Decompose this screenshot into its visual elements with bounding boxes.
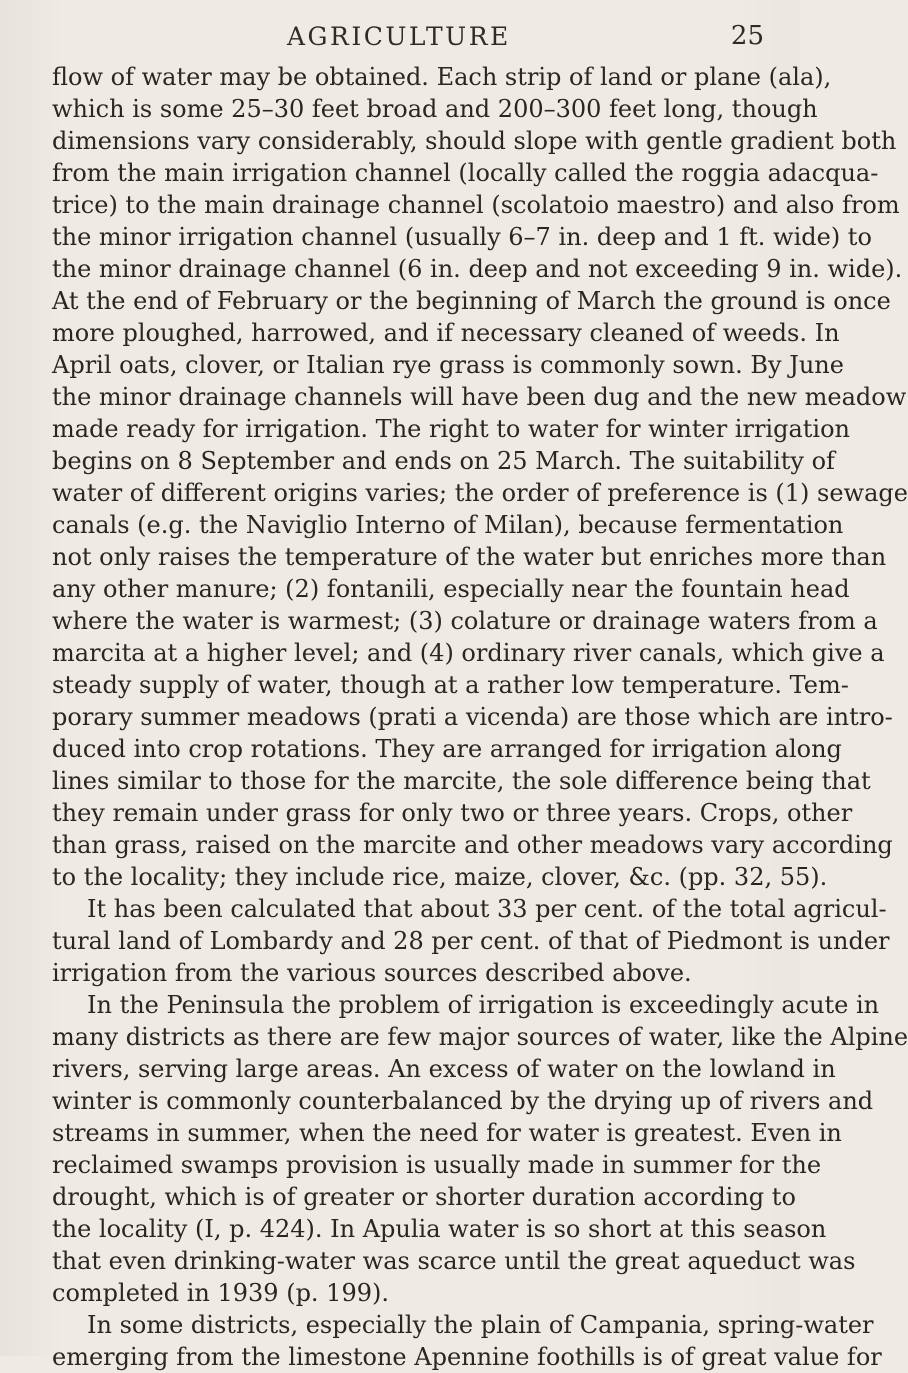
text-line: begins on 8 September and ends on 25 March. The suitability of [52, 447, 835, 475]
text-line: than grass, raised on the marcite and other meadows vary according [52, 831, 893, 859]
text-line: porary summer meadows (prati a vicenda) are those which are intro- [52, 703, 893, 731]
text-line: marcita at a higher level; and (4) ordinary river canals, which give a [52, 639, 885, 667]
text-line: flow of water may be obtained. Each strip of land or plane (ala), [52, 63, 832, 91]
running-head: AGRICULTURE [287, 21, 511, 51]
text-line: canals (e.g. the Naviglio Interno of Milan), because fermentation [52, 511, 844, 539]
text-line: they remain under grass for only two or three years. Crops, other [52, 799, 853, 827]
text-line: water of different origins varies; the order of preference is (1) sewage [52, 479, 908, 507]
body-text [52, 61, 908, 1371]
text-line: dimensions vary considerably, should slope with gentle gradient both [52, 127, 897, 155]
text-line: It has been calculated that about 33 per cent. of the total agricul- [87, 895, 887, 923]
text-line: made ready for irrigation. The right to water for winter irrigation [52, 415, 850, 443]
text-line: In the Peninsula the problem of irrigation is exceedingly acute in [87, 991, 880, 1019]
text-line: which is some 25–30 feet broad and 200–300 feet long, though [52, 95, 818, 123]
text-line: any other manure; (2) fontanili, especially near the fountain head [52, 575, 850, 603]
text-line: reclaimed swamps provision is usually made in summer for the [52, 1151, 822, 1179]
text-line: the minor drainage channel (6 in. deep and not exceeding 9 in. wide). [52, 255, 903, 283]
text-line: the minor irrigation channel (usually 6–7 in. deep and 1 ft. wide) to [52, 223, 872, 251]
text-line: duced into crop rotations. They are arranged for irrigation along [52, 735, 842, 763]
text-line: many districts as there are few major sources of water, like the Alpine [52, 1023, 908, 1051]
text-line: streams in summer, when the need for water is greatest. Even in [52, 1119, 842, 1147]
text-line: steady supply of water, though at a rather low temperature. Tem- [52, 671, 849, 699]
text-line: tural land of Lombardy and 28 per cent. of that of Piedmont is under [52, 927, 890, 955]
text-line: to the locality; they include rice, maize, clover, &c. (pp. 32, 55). [52, 863, 828, 891]
text-line: winter is commonly counterbalanced by the drying up of rivers and [52, 1087, 874, 1115]
text-line: irrigation from the various sources described above. [52, 959, 692, 987]
text-line: from the main irrigation channel (locally called the roggia adacqua- [52, 159, 879, 187]
text-line: trice) to the main drainage channel (scolatoio maestro) and also from [52, 191, 900, 219]
page-number: 25 [730, 21, 764, 51]
text-line: rivers, serving large areas. An excess of water on the lowland in [52, 1055, 836, 1083]
page-header [287, 16, 764, 56]
text-line: more ploughed, harrowed, and if necessary cleaned of weeds. In [52, 319, 840, 347]
text-line: that even drinking-water was scarce until the great aqueduct was [52, 1247, 856, 1275]
text-line: In some districts, especially the plain of Campania, spring-water [87, 1311, 874, 1339]
text-line: At the end of February or the beginning of March the ground is once [52, 287, 891, 315]
text-line: not only raises the temperature of the water but enriches more than [52, 543, 887, 571]
text-line: where the water is warmest; (3) colature or drainage waters from a [52, 607, 878, 635]
text-line: the minor drainage channels will have been dug and the new meadow [52, 383, 907, 411]
text-line: the locality (I, p. 424). In Apulia water is so short at this season [52, 1215, 827, 1243]
text-line: emerging from the limestone Apennine foothills is of great value for [52, 1343, 882, 1371]
text-line: completed in 1939 (p. 199). [52, 1279, 389, 1307]
text-line: lines similar to those for the marcite, the sole difference being that [52, 767, 871, 795]
text-line: April oats, clover, or Italian rye grass is commonly sown. By June [52, 351, 844, 379]
text-line: drought, which is of greater or shorter duration according to [52, 1183, 796, 1211]
